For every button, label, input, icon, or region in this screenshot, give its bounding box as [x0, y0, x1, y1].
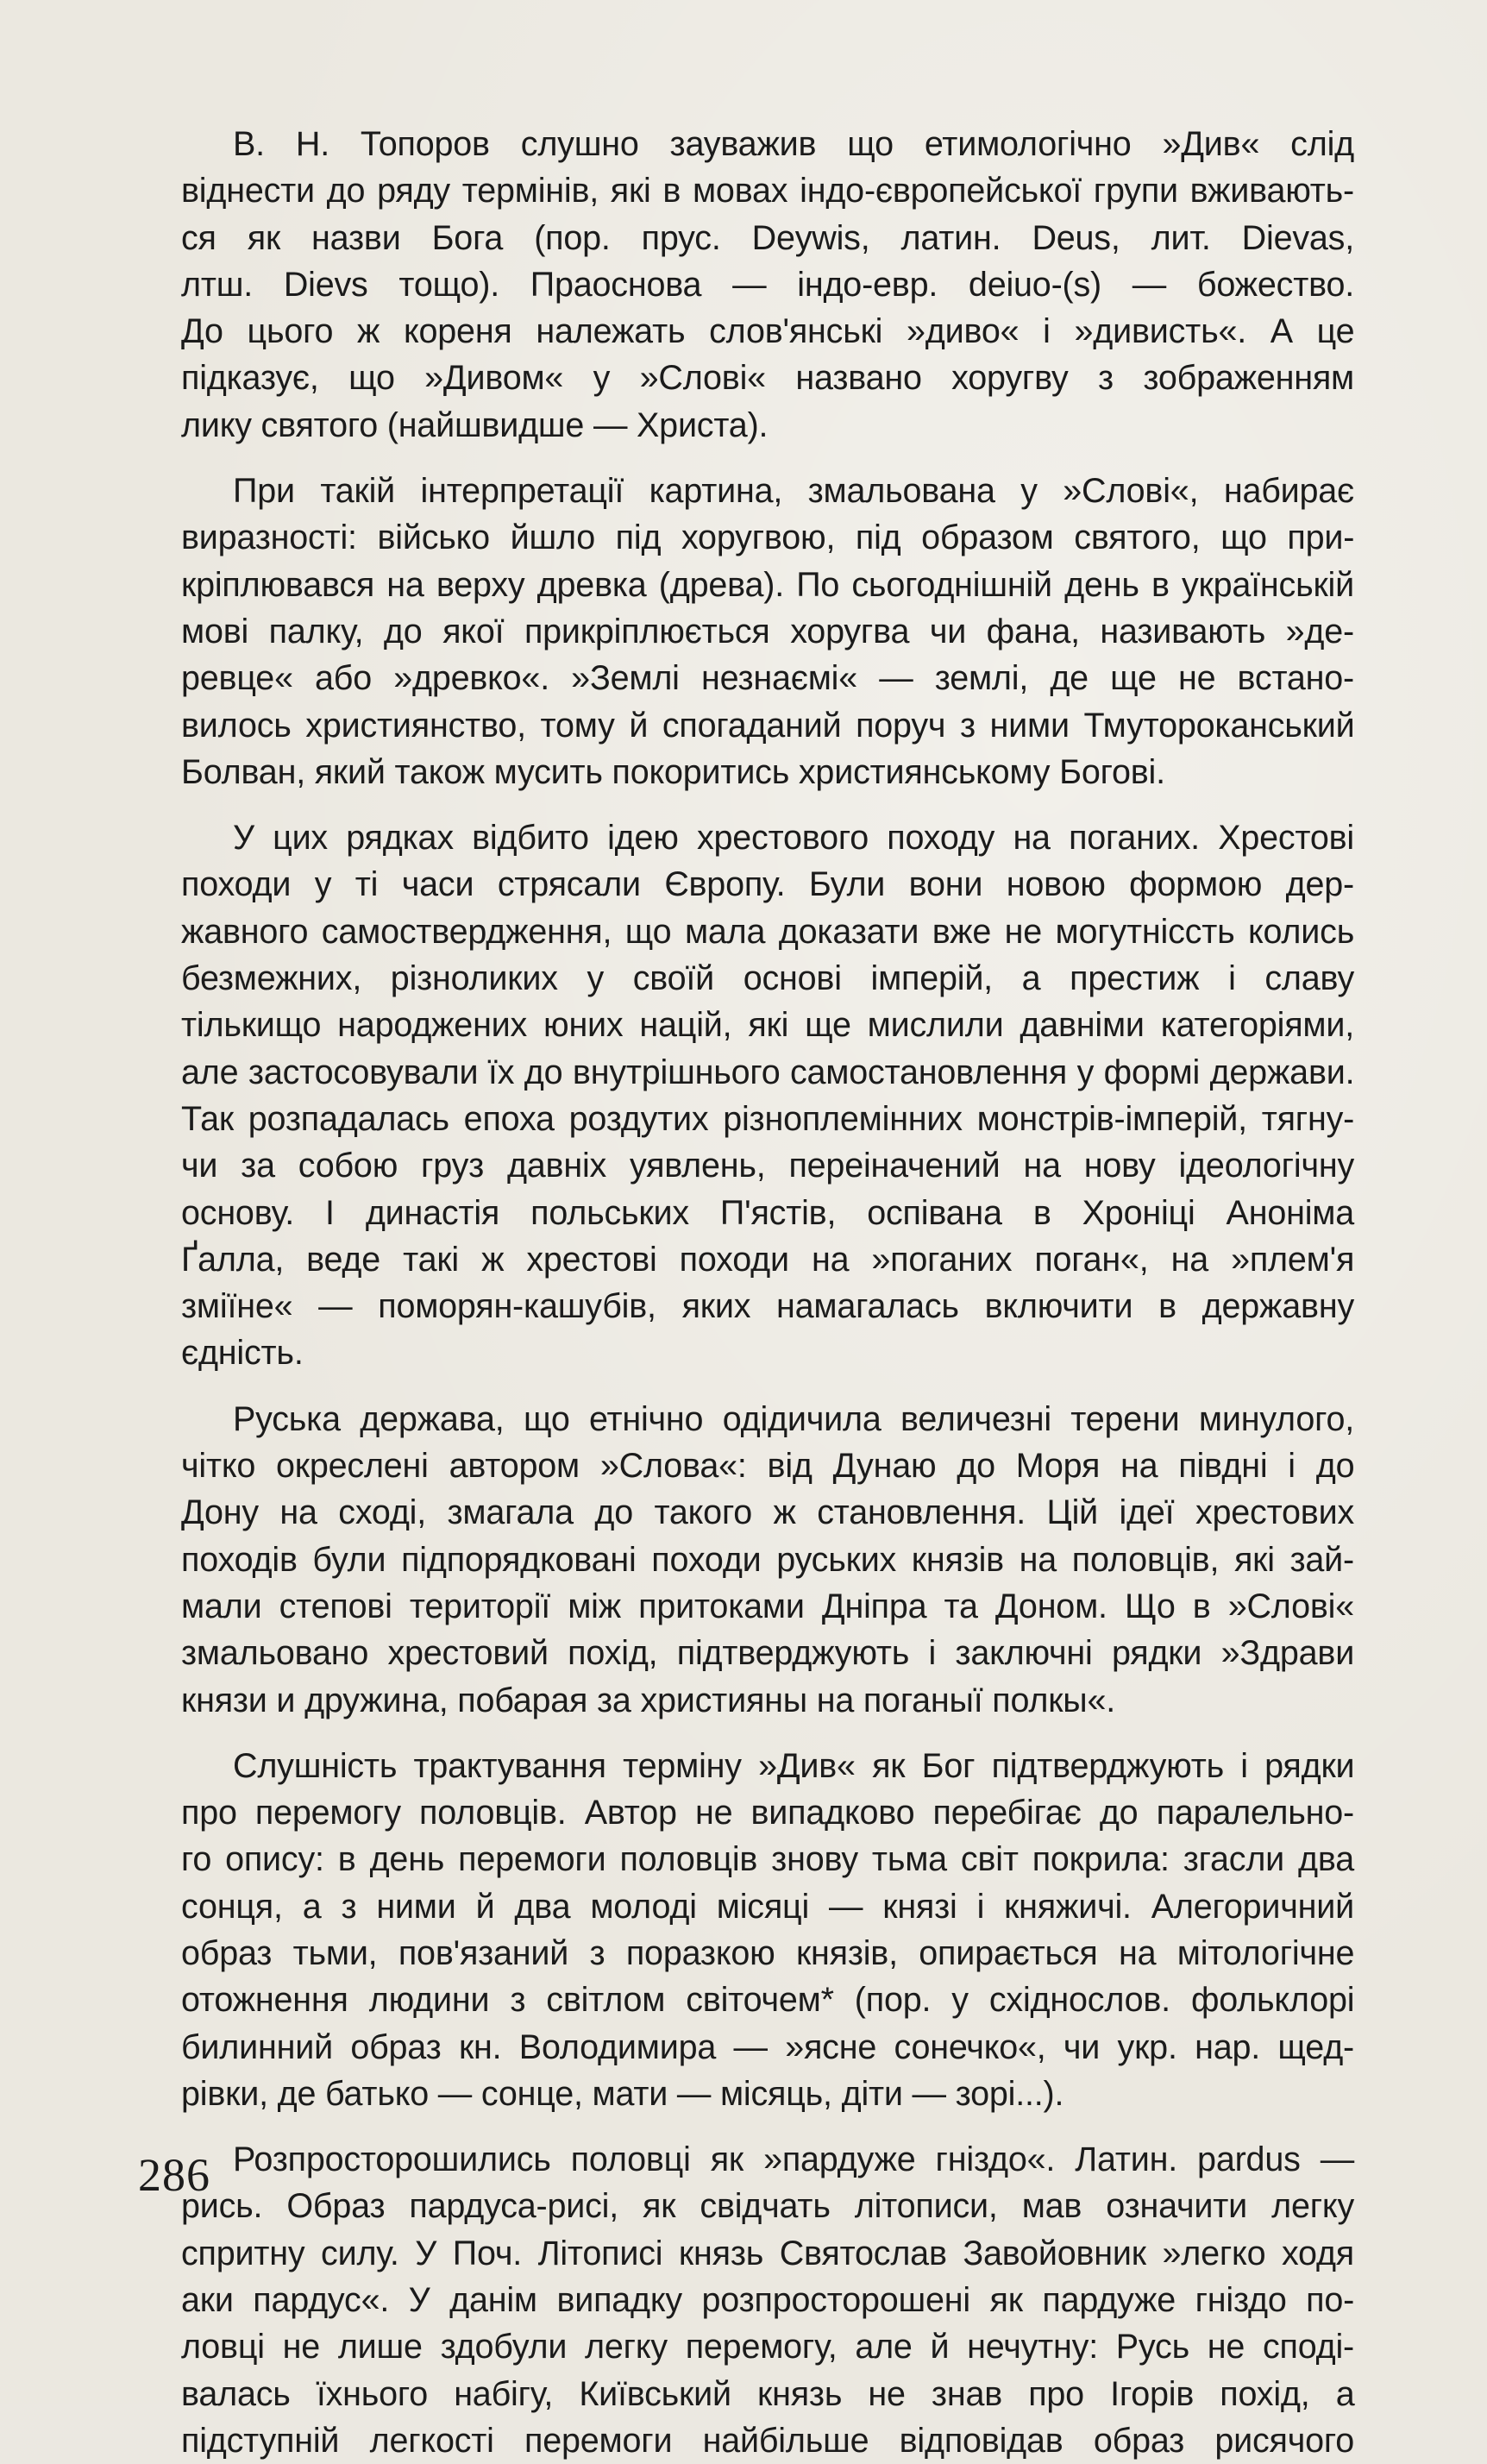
text-line: При такій інтерпретації картина, змальована у »Слові«, набирає: [233, 472, 1354, 511]
text-line: вилось християнство, тому й спогаданий поруч з ними Тмутороканський: [181, 706, 1355, 745]
text-line: Слушність трактування терміну »Див« як Бог підтверджують і рядки: [233, 1746, 1355, 1785]
text-line: підступній легкості перемоги найбільше відповідав образ рисячого: [181, 2421, 1354, 2460]
paragraph: [181, 814, 1354, 1377]
text-line: аки пардус«. У данім випадку розпросторошені як пардуже гніздо по-: [181, 2281, 1355, 2320]
text-line: про перемогу половців. Автор не випадково перебігає до паралельно-: [181, 1794, 1354, 1832]
text-line: лику святого (найшвидше — Христа).: [181, 405, 769, 444]
text-line: Руська держава, що етнічно одідичила величезні терени минулого,: [233, 1399, 1354, 1438]
paragraph: [181, 121, 1354, 449]
text-line: князи и дружина, побарая за християны на поганыї полкы«.: [181, 1681, 1116, 1719]
paragraph: [181, 1743, 1354, 2117]
text-line: До цього ж кореня належать слов'янські »диво« і »дивисть«. А це: [181, 312, 1355, 351]
body-text: [181, 121, 1354, 2464]
text-line: образ тьми, пов'язаний з поразкою князів, опирається на мітологічне: [181, 1933, 1355, 1972]
text-line: чи за собою груз давніх уявлень, переіначений на нову ідеологічну: [181, 1147, 1354, 1185]
text-line: ревце« або »древко«. »Землі незнаємі« — землі, де ще не встано-: [181, 659, 1354, 698]
text-line: мали степові території між притоками Дніпра та Доном. Що в »Слові«: [181, 1587, 1354, 1625]
text-line: У цих рядках відбито ідею хрестового походу на поганих. Хрестові: [233, 819, 1354, 858]
text-line: сонця, а з ними й два молоді місяці — князі і княжичі. Алегоричний: [181, 1887, 1354, 1926]
text-line: ся як назви Бога (пор. прус. Deywis, латин. Deus, лит. Dievas,: [181, 218, 1354, 257]
text-line: кріплювався на верху древка (древа). По сьогоднішній день в українській: [181, 565, 1354, 604]
text-line: підказує, що »Дивом« у »Слові« названо хоругву з зображенням: [181, 359, 1354, 398]
text-line: єдність.: [181, 1334, 304, 1373]
text-line: жавного самоствердження, що мала доказати вже не могутнісcть колись: [181, 912, 1355, 951]
text-line: Так розпадалась епоха роздутих різноплемінних монстрів-імперій, тягну-: [181, 1099, 1355, 1138]
text-line: В. Н. Топоров слушно зауважив що етимологічно »Див« слід: [233, 125, 1354, 163]
text-line: тількищо народжених юних націй, які ще мислили давніми категоріями,: [181, 1006, 1354, 1045]
text-line: ловці не лише здобули легку перемогу, але й нечутну: Русь не споді-: [181, 2328, 1354, 2367]
paragraph: [181, 1396, 1354, 1724]
text-line: билинний образ кн. Володимира — »ясне сонечко«, чи укр. нар. щед-: [181, 2027, 1354, 2066]
text-line: зміїне« — поморян-кашубів, яких намагалась включити в державну: [181, 1287, 1354, 1326]
text-line: спритну силу. У Поч. Літописі князь Святослав Завойовник »легко ходя: [181, 2234, 1354, 2272]
text-line: Розпросторошились половці як »пардуже гніздо«. Латин. pardus —: [233, 2140, 1354, 2179]
page-number: 286: [138, 2149, 210, 2201]
text-line: го опису: в день перемоги половців знову тьма світ покрила: згасли два: [181, 1840, 1354, 1879]
text-line: безмежних, різноликих у своїй основі імперій, а престиж і славу: [181, 959, 1354, 998]
text-line: рись. Образ пардуса-рисі, як свідчать літописи, мав означити легку: [181, 2187, 1354, 2226]
text-line: отожнення людини з світлом світочем* (пор. у східнослов. фольклорі: [181, 1981, 1355, 2020]
text-line: Болван, який також мусить покоритись християнському Богові.: [181, 752, 1165, 791]
text-line: виразності: військо йшло під хоругвою, під образом святого, що при-: [181, 519, 1355, 557]
text-line: мові палку, до якої прикріплюється хоругва чи фана, називають »де-: [181, 612, 1354, 651]
text-line: змальовано хрестовий похід, підтверджують і заключні рядки »Здрави: [181, 1634, 1355, 1673]
text-line: валась їхнього набігу, Київський князь не знав про Ігорів похід, а: [181, 2374, 1355, 2413]
text-line: але застосовували їх до внутрішнього самостановлення у формі держави.: [181, 1053, 1355, 1091]
text-line: рівки, де батько — сонце, мати — місяць, діти — зорі...).: [181, 2074, 1064, 2113]
text-line: Дону на сході, змагала до такого ж становлення. Цій ідеї хрестових: [181, 1493, 1354, 1532]
text-line: походи у ті часи стрясали Європу. Були вони новою формою дер-: [181, 865, 1354, 904]
text-line: основу. І династія польських П'ястів, оспівана в Хроніці Аноніма: [181, 1193, 1354, 1232]
paragraph: [181, 2136, 1354, 2464]
text-line: віднести до ряду термінів, які в мовах індо-європейської групи вживають-: [181, 172, 1354, 211]
text-line: походів були підпорядковані походи руських князів на половців, які зай-: [181, 1540, 1354, 1579]
text-line: Ґалла, веде такі ж хрестові походи на »поганих поган«, на »плем'я: [181, 1240, 1355, 1279]
paragraph: [181, 468, 1354, 795]
text-line: чітко окреслені автором »Слова«: від Дунаю до Моря на півдні і до: [181, 1447, 1355, 1486]
text-line: лтш. Dievs тощо). Праоснова — індо-евр. deiuo-(s) — божество.: [181, 265, 1354, 304]
